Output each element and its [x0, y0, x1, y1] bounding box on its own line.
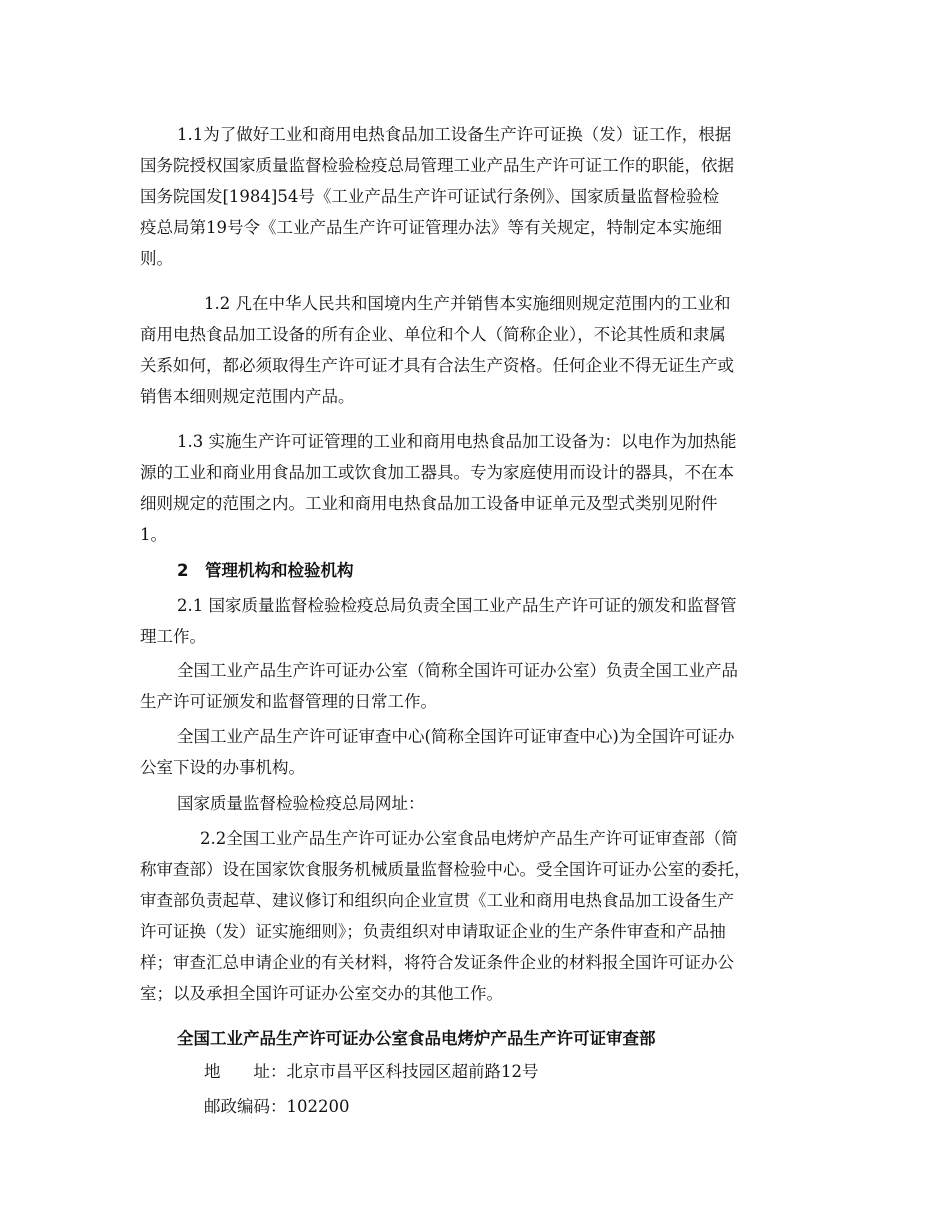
- text-line: 1.1为了做好工业和商用电热食品加工设备生产许可证换（发）证工作，根据: [177, 125, 732, 144]
- department-title: [140, 1023, 820, 1054]
- text-line: 国务院国发[1984]54号《工业产品生产许可证试行条例》、国家质量监督检验检: [140, 187, 720, 206]
- text-line: 公室下设的办事机构。: [140, 758, 305, 777]
- text-line: 全国工业产品生产许可证审查中心(简称全国许可证审查中心)为全国许可证办: [177, 727, 735, 746]
- paragraph-1-3: [140, 426, 820, 550]
- paragraph-website: [140, 788, 820, 819]
- postcode-label: 邮政编码：: [204, 1097, 287, 1116]
- section-heading-2: [140, 555, 820, 586]
- text-line: 理工作。: [140, 627, 206, 646]
- address-row: [140, 1056, 820, 1087]
- text-line: 1.2 凡在中华人民共和国境内生产并销售本实施细则规定范围内的工业和: [204, 294, 731, 313]
- paragraph-center: [140, 721, 820, 783]
- text-line: 审查部负责起草、建议修订和组织向企业宣贯《工业和商用电热食品加工设备生产: [140, 891, 734, 910]
- text-line: 1。: [140, 525, 167, 544]
- heading-text: 2 管理机构和检验机构: [177, 561, 354, 580]
- text-line: 样；审查汇总申请企业的有关材料，将符合发证条件企业的材料报全国许可证办公: [140, 953, 734, 972]
- paragraph-office: [140, 655, 820, 717]
- paragraph-1-1: [140, 119, 820, 274]
- text-line: 2.2全国工业产品生产许可证办公室食品电烤炉产品生产许可证审查部（简: [200, 829, 738, 848]
- address-label: 地 址：: [204, 1062, 287, 1081]
- postcode-value: 102200: [286, 1097, 350, 1116]
- postcode-row: [140, 1091, 820, 1122]
- postcode-line: [140, 1091, 820, 1122]
- text-line: 室；以及承担全国许可证办公室交办的其他工作。: [140, 984, 503, 1003]
- text-line: 国家质量监督检验检疫总局网址：: [177, 794, 425, 813]
- text-line: 关系如何，都必须取得生产许可证才具有合法生产资格。任何企业不得无证生产或: [140, 356, 734, 375]
- text-line: 商用电热食品加工设备的所有企业、单位和个人（简称企业），不论其性质和隶属: [140, 325, 726, 344]
- paragraph-1-2: [140, 288, 820, 412]
- text-line: 疫总局第19号令《工业产品生产许可证管理办法》等有关规定，特制定本实施细: [140, 218, 722, 237]
- paragraph-2-1: [140, 590, 820, 652]
- address-line: [140, 1056, 820, 1087]
- text-line: 源的工业和商业用食品加工或饮食加工器具。专为家庭使用而设计的器具，不在本: [140, 463, 734, 482]
- text-line: 1.3 实施生产许可证管理的工业和商用电热食品加工设备为：以电作为加热能: [177, 432, 737, 451]
- text-line: 全国工业产品生产许可证办公室（简称全国许可证办公室）负责全国工业产品: [177, 661, 738, 680]
- text-line: 国务院授权国家质量监督检验检疫总局管理工业产品生产许可证工作的职能，依据: [140, 156, 734, 175]
- text-line: 销售本细则规定范围内产品。: [140, 387, 355, 406]
- address-value: 北京市昌平区科技园区超前路12号: [286, 1062, 539, 1081]
- text-line: 生产许可证颁发和监督管理的日常工作。: [140, 692, 437, 711]
- text-line: 称审查部）设在国家饮食服务机械质量监督检验中心。受全国许可证办公室的委托，: [140, 860, 751, 879]
- department-title-text: 全国工业产品生产许可证办公室食品电烤炉产品生产许可证审查部: [177, 1029, 656, 1048]
- text-line: 2.1 国家质量监督检验检疫总局负责全国工业产品生产许可证的颁发和监督管: [177, 596, 737, 615]
- paragraph-2-2: [140, 823, 820, 1009]
- text-line: 则。: [140, 249, 173, 268]
- text-line: 许可证换（发）证实施细则》；负责组织对申请取证企业的生产条件审查和产品抽: [140, 922, 726, 941]
- text-line: 细则规定的范围之内。工业和商用电热食品加工设备申证单元及型式类别见附件: [140, 494, 718, 513]
